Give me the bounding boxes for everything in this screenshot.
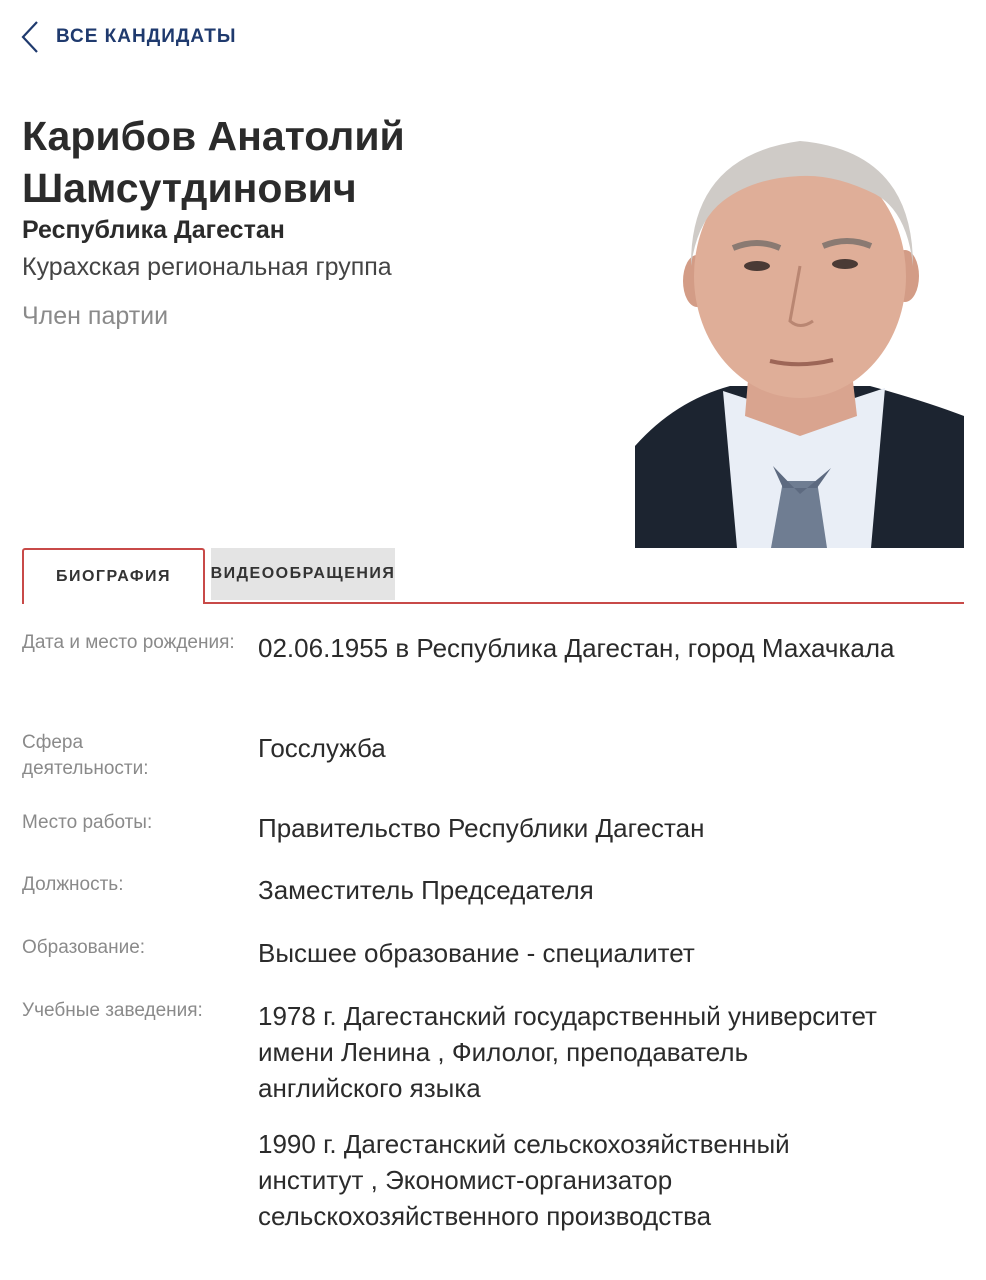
back-link[interactable] xyxy=(20,20,236,54)
bio-label: Образование: xyxy=(22,937,146,958)
bio-value-institution-2: 1990 г. Дагестанский сельскохозяйственный институт , Экономист-организатор сельскохозяйственного производства xyxy=(258,1129,790,1231)
candidate-group: Курахская региональная группа xyxy=(22,253,392,281)
back-link-label: ВСЕ КАНДИДАТЫ xyxy=(56,26,237,47)
bio-label: Место работы: xyxy=(22,812,153,833)
bio-value: Госслужба xyxy=(258,733,386,763)
bio-label: Должность: xyxy=(22,874,124,895)
candidate-membership: Член партии xyxy=(22,302,169,330)
bio-value: Правительство Республики Дагестан xyxy=(258,813,705,843)
bio-value: Заместитель Председателя xyxy=(258,875,594,905)
bio-value: 02.06.1955 в Республика Дагестан, город Махачкала xyxy=(258,633,895,663)
tab-biography[interactable]: БИОГРАФИЯ xyxy=(22,548,205,604)
bio-label: Сфера деятельности: xyxy=(22,732,149,779)
bio-value: Высшее образование - специалитет xyxy=(258,938,695,968)
bio-label: Дата и место рождения: xyxy=(22,632,235,653)
candidate-region: Республика Дагестан xyxy=(22,216,285,244)
bio-value-institution-1: 1978 г. Дагестанский государственный университет имени Ленина , Филолог, преподаватель английского языка xyxy=(258,1001,877,1103)
tab-bar xyxy=(22,548,964,604)
candidate-name: Карибов Анатолий Шамсутдинович xyxy=(22,113,405,211)
tab-video-appeals[interactable]: ВИДЕООБРАЩЕНИЯ xyxy=(211,548,395,600)
bio-label: Учебные заведения: xyxy=(22,1000,203,1021)
candidate-photo xyxy=(635,116,964,548)
chevron-left-icon xyxy=(20,20,40,54)
